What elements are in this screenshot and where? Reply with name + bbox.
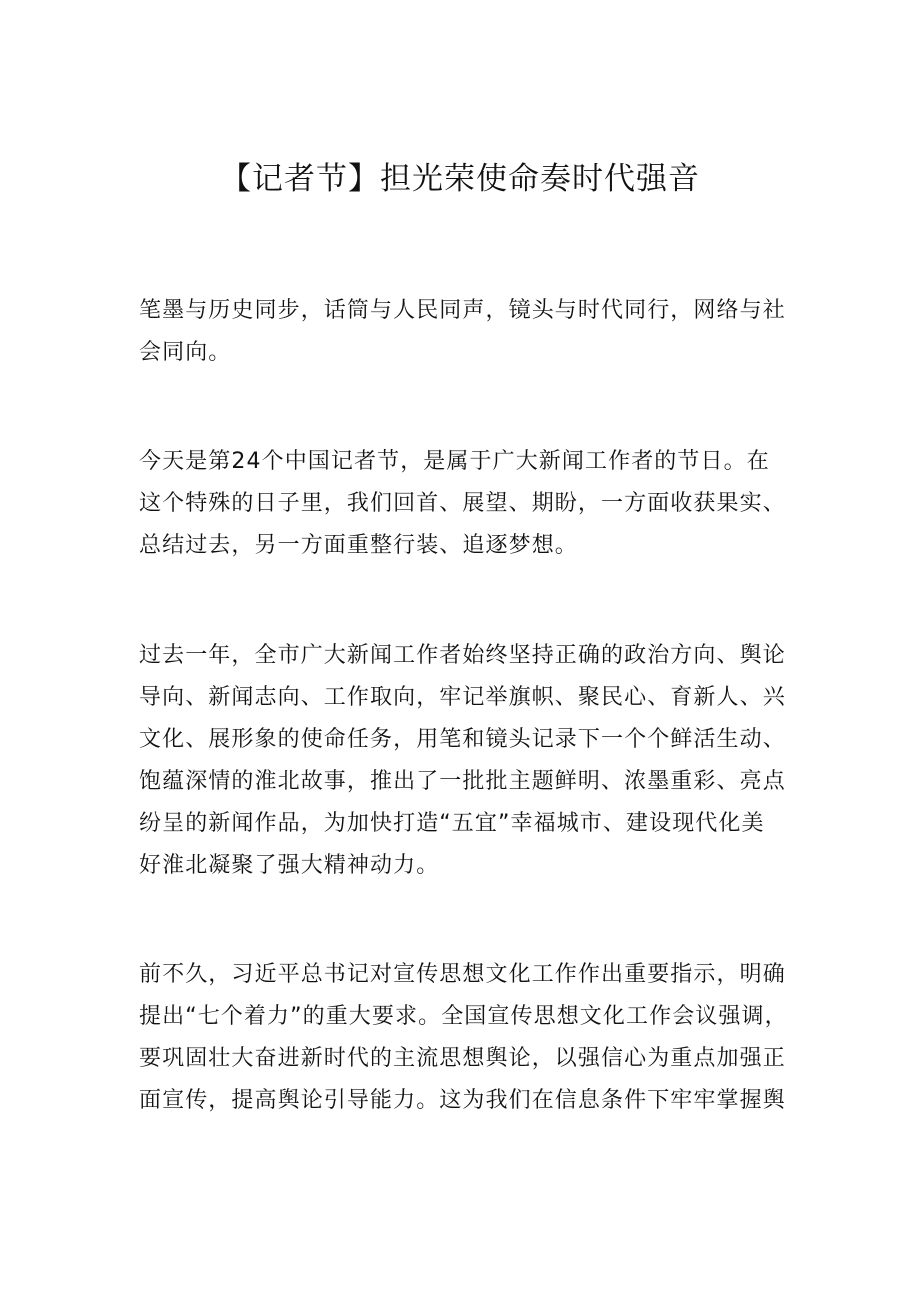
text-line: 过去一年，全市广大新闻工作者始终坚持正确的政治方向、舆论 [139,643,786,668]
text-line: 要巩固壮大奋进新时代的主流思想舆论，以强信心为重点加强正 [139,1046,786,1071]
paragraph [139,290,789,374]
text-line: 笔墨与历史同步，话筒与人民同声，镜头与时代同行，网络与社 [139,298,786,323]
paragraph [139,441,789,567]
document-title: 【记者节】担光荣使命奏时代强音 [220,161,700,197]
text-line: 纷呈的新闻作品，为加快打造“五宜”幸福城市、建设现代化美 [139,811,765,836]
paragraph [139,954,789,1122]
text-line: 总结过去，另一方面重整行装、追逐梦想。 [139,533,578,558]
text-line: 今天是第24个中国记者节，是属于广大新闻工作者的节日。在 [139,449,770,474]
text-line: 提出“七个着力”的重大要求。全国宣传思想文化工作会议强调， [139,1004,788,1029]
text-line: 这个特殊的日子里，我们回首、展望、期盼，一方面收获果实、 [139,491,786,516]
text-line: 好淮北凝聚了强大精神动力。 [139,853,440,878]
text-line: 会同向。 [139,340,232,365]
paragraph [139,635,789,887]
text-line: 导向、新闻志向、工作取向，牢记举旗帜、聚民心、育新人、兴 [139,685,786,710]
document-body [139,290,789,1190]
text-line: 面宣传，提高舆论引导能力。这为我们在信息条件下牢牢掌握舆 [139,1088,786,1113]
text-line: 饱蕴深情的淮北故事，推出了一批批主题鲜明、浓墨重彩、亮点 [139,769,786,794]
text-line: 文化、展形象的使命任务，用笔和镜头记录下一个个鲜活生动、 [139,727,786,752]
text-line: 前不久，习近平总书记对宣传思想文化工作作出重要指示，明确 [139,962,786,987]
